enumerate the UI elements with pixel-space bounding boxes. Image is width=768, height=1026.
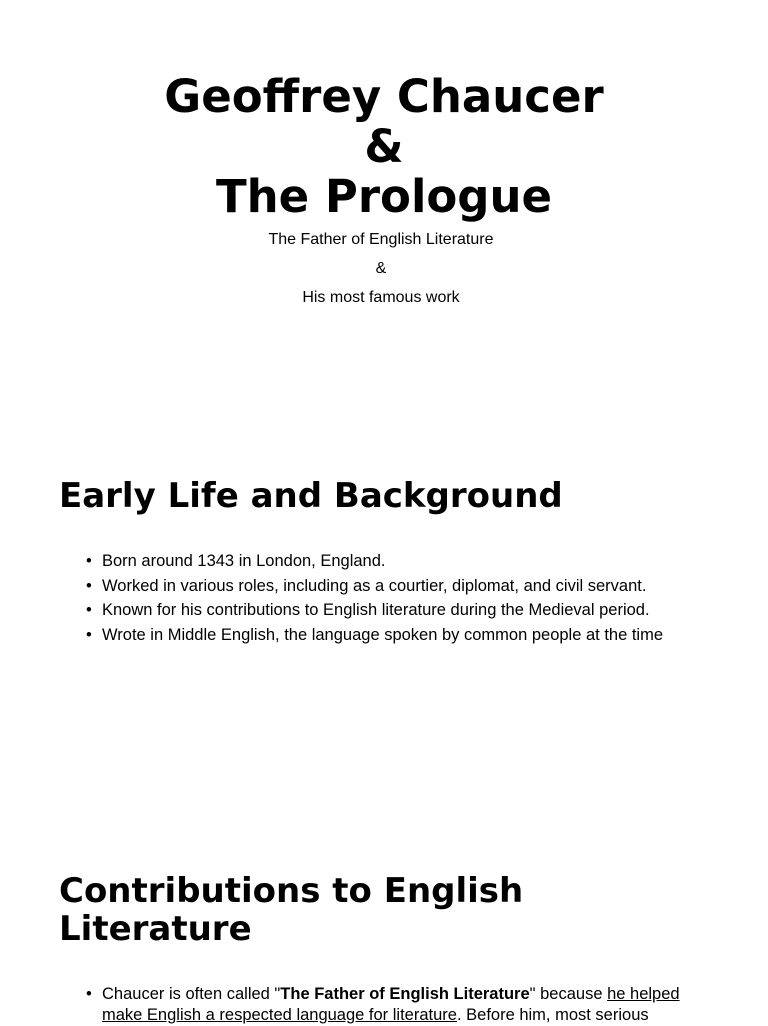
contributions-bullet-list xyxy=(86,984,702,1026)
subtitle-line-3: His most famous work xyxy=(302,289,460,306)
bullet-text-before: Chaucer is often called " xyxy=(102,985,281,1003)
bullet-text-underline-a: he helped xyxy=(607,985,680,1003)
bullet-text: Known for his contributions to English literature during the Medieval period. xyxy=(102,601,650,619)
bullet-text: Born around 1343 in London, England. xyxy=(102,552,386,570)
bullet-text-underline-b: make English a respected language for literature xyxy=(102,1006,457,1024)
bullet-dot: • xyxy=(86,985,92,1003)
bullet-item xyxy=(86,984,702,1026)
bullet-item xyxy=(86,625,663,650)
early-life-bullet-list xyxy=(86,551,663,649)
section-heading-contributions-line-2: Literature xyxy=(59,909,252,949)
bullet-item xyxy=(86,600,663,625)
bullet-item xyxy=(86,576,663,601)
bullet-dot: • xyxy=(86,552,92,570)
bullet-item xyxy=(86,551,663,576)
section-heading-early-life: Early Life and Background xyxy=(59,476,563,516)
section-heading-contributions-line-1: Contributions to English xyxy=(59,871,524,911)
bullet-text-bold: The Father of English Literature xyxy=(280,985,530,1003)
title-ampersand: & xyxy=(364,120,404,173)
title-line-1: Geoffrey Chaucer xyxy=(164,70,604,123)
bullet-text-mid: " because xyxy=(529,985,608,1003)
bullet-text: Wrote in Middle English, the language spoken by common people at the time xyxy=(102,625,664,644)
bullet-text: Worked in various roles, including as a courtier, diplomat, and civil servant. xyxy=(102,576,647,595)
bullet-dot: • xyxy=(86,601,92,619)
bullet-text-after: . Before him, most serious xyxy=(456,1006,649,1024)
title-line-3: The Prologue xyxy=(215,170,553,223)
subtitle-ampersand: & xyxy=(375,260,387,277)
bullet-dot: • xyxy=(86,625,92,644)
subtitle-line-1: The Father of English Literature xyxy=(268,231,494,248)
bullet-dot: • xyxy=(86,576,92,595)
